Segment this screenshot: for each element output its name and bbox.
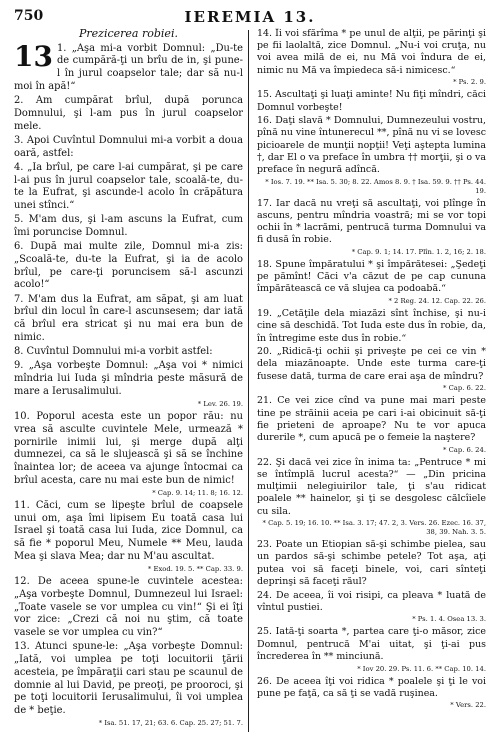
verse: 3. Apoi Cuvîntul Domnului mi-a vorbit a doua oară, astfel: bbox=[14, 134, 243, 159]
cross-reference: * Vers. 22. bbox=[450, 701, 486, 710]
verse: 12. De aceea spune-le cuvintele acestea: „Aşa vorbeşte Domnul, Dumnezeul lui Israel: „Toate vasele se vor umplea cu vin!“ Şi ei îţi vor zice: „Crezi că noi nu ştim, că toate vasele se vor umplea cu vin?“ bbox=[14, 576, 243, 639]
cross-reference: * 2 Reg. 24. 12. Cap. 22. 26. bbox=[388, 297, 486, 306]
section-title: Prezicerea robiei. bbox=[79, 28, 178, 40]
verse: 23. Poate un Etiopian să-şi schimbe pielea, sau un pardos să-şi schimbe petele? Tot aşa, aţi putea voi să faceţi binele, voi, cari sînteţi deprinşi să faceţi răul? bbox=[257, 539, 486, 587]
verse: 6. După mai multe zile, Domnul mi-a zis: „Scoală-te, du-te la Eufrat, şi ia de acolo brîul, pe care-ţi poruncisem să-l ascunzi acolo!“ bbox=[14, 241, 243, 291]
verse: 13. Atunci spune-le: „Aşa vorbeşte Domnul: „Iată, voi umplea pe toţi locuitorii ţării acesteia, pe împăraţii cari stau pe scaunul de domnie al lui David, pe preoţi, pe prooroci, şi pe toţi locuitorii Ierusalimului, îi voi umplea de * beţie. bbox=[14, 641, 243, 716]
verse: 10. Poporul acesta este un popor rău: nu vrea să asculte cuvintele Mele, urmează * pornirile inimii lui, şi merge după alţi dumnezei, ca să le slujească şi să se închine înaintea lor; de aceea va ajunge întocmai ca brîul acesta, care nu mai este bun de nimic! bbox=[14, 411, 243, 486]
verse: 17. Iar dacă nu vreţi să ascultaţi, voi plînge în ascuns, pentru mîndria voastră; mi se vor topi ochii în * lacrămi, pentrucă turma Domnului va fi dusă în robie. bbox=[257, 197, 486, 246]
verse: 4. „Ia brîul, pe care l-ai cumpărat, şi pe care l-ai pus în jurul coapselor tale, scoală-te, du-te la Eufrat, şi ascunde-l acolo în crăpătura unei stînci.“ bbox=[14, 161, 243, 212]
cross-reference: * Ps. 1. 4. Osea 13. 3. bbox=[412, 615, 486, 624]
cross-reference: * Cap. 9. 1; 14. 17. Plîn. 1. 2, 16; 2. 18. bbox=[351, 248, 486, 257]
verse: 25. Iată-ţi soarta *, partea care ţi-o măsor, zice Domnul, pentrucă M'ai uitat, şi ţi-ai pus încrederea în ** minciună. bbox=[257, 626, 486, 662]
verse: 16. Daţi slavă * Domnului, Dumnezeului vostru, pînă nu vine întunerecul **, pînă nu vi se lovesc picioarele de munţii nopţii! Veţi aştepta lumina †, dar El o va preface în umbra †† morţii, şi o va preface în negură adîncă. bbox=[257, 115, 486, 176]
verse: 8. Cuvîntul Domnului mi-a vorbit astfel: bbox=[14, 346, 213, 358]
page-header bbox=[14, 8, 486, 28]
cross-reference: * Exod. 19. 5. ** Cap. 33. 9. bbox=[147, 565, 243, 574]
cross-reference: * Cap. 5. 19; 16. 10. ** Isa. 3. 17; 47. 2, 3. Vers. 26. Ezec. 16. 37, 38, 39. Nah. 3. 5. bbox=[262, 519, 486, 537]
verse: 5. M'am dus, şi l-am ascuns la Eufrat, cum îmi poruncise Domnul. bbox=[14, 214, 243, 239]
verse: 21. Ce vei zice cînd va pune mai mari peste tine pe străinii aceia pe cari i-ai obicinuit să-ţi fie prieteni de aproape? Nu te vor apuca durerile *, cum apucă pe o femeie la naştere? bbox=[257, 395, 486, 443]
chapter-number: 13 bbox=[14, 39, 53, 73]
book-chapter-title: IEREMIA 13. bbox=[184, 8, 316, 26]
verse: 22. Şi dacă vei zice în inima ta: „Pentruce * mi se întîmplă lucrul acesta?“ — „Din pricina mulţimii nelegiuirilor tale, ţi s'au ridicat poalele ** hainelor, şi ţi se desgolesc călcîiele cu sila. bbox=[257, 456, 486, 517]
page-number: 750 bbox=[14, 8, 44, 24]
cross-reference: * Ps. 2. 9. bbox=[453, 78, 486, 87]
cross-reference: * Cap. 9. 14; 11. 8; 16. 12. bbox=[152, 488, 243, 497]
cross-reference: * Lev. 26. 19. bbox=[197, 400, 243, 409]
verse: 2. Am cumpărat brîul, după porunca Domnului, şi l-am pus în jurul coapselor mele. bbox=[14, 95, 243, 132]
cross-reference: * Cap. 6. 22. bbox=[443, 384, 486, 393]
left-column bbox=[14, 28, 243, 734]
cross-reference: * Cap. 6. 24. bbox=[443, 445, 486, 454]
verse-1 bbox=[14, 39, 243, 94]
verse: 18. Spune împăratului * şi împărătesei: „Şedeţi pe pămînt! Căci v'a căzut de pe cap cununa împărătească ce vă slujea ca podoabă.“ bbox=[257, 259, 486, 295]
verse: 20. „Ridică-ţi ochii şi priveşte pe cei ce vin * dela miazănoapte. Unde este turma care-ţi fusese dată, turma de care erai aşa de mîndru? bbox=[257, 346, 486, 382]
verse: 19. „Cetăţile dela miazăzi sînt închise, şi nu-i cine să deschidă. Tot Iuda este dus în robie, da, în întregime este dus în robie.“ bbox=[257, 308, 486, 344]
column-divider bbox=[248, 30, 249, 732]
left-verses bbox=[14, 39, 243, 728]
verse-text: 1. „Aşa mi-a vorbit Domnul: „Du-te de cumpără-ţi un brîu de in, şi pune-l în jurul coapselor tale; dar să nu-l moi în apă!“ bbox=[14, 42, 243, 92]
right-column bbox=[257, 28, 486, 734]
verse: 15. Ascultaţi şi luaţi aminte! Nu fiţi mîndri, căci Domnul vorbeşte! bbox=[257, 89, 486, 113]
verse: 26. De aceea îţi voi ridica * poalele şi ţi le voi pune pe faţă, ca să ţi se vadă ruşinea. bbox=[257, 675, 486, 699]
cross-reference: * Iov 20. 29. Ps. 11. 6. ** Cap. 10. 14. bbox=[357, 664, 486, 673]
verse: 14. Îi voi sfărîma * pe unul de alţii, pe părinţi şi pe fii laolaltă, zice Domnul. „Nu-i voi cruţa, nu voi avea milă de ei, nu Mă voi îndura de ei, nimic nu Mă va împiedeca să-i nimicesc.“ bbox=[257, 28, 486, 76]
cross-reference: * Ios. 7. 19. ** Isa. 5. 30; 8. 22. Amos 8. 9. † Isa. 59. 9. †† Ps. 44. 19. bbox=[265, 177, 486, 195]
verse: 11. Căci, cum se lipeşte brîul de coapsele unui om, aşa îmi lipisem Eu toată casa lui Israel şi toată casa lui Iuda, zice Domnul, ca să fie * poporul Meu, Numele ** Meu, lauda Mea şi slava Mea; dar nu M'au ascultat. bbox=[14, 499, 243, 562]
right-verses bbox=[257, 28, 486, 710]
cross-reference: * Isa. 51. 17, 21; 63. 6. Cap. 25. 27; 51. 7. bbox=[98, 719, 243, 728]
verse: 9. „Aşa vorbeşte Domnul: „Aşa voi * nimici mîndria lui Iuda şi mîndria peste măsură de mare a Ierusalimului. bbox=[14, 360, 243, 397]
verse: 24. De aceea, îi voi risipi, ca pleava * luată de vîntul pustiei. bbox=[257, 589, 486, 613]
verse: 7. M'am dus la Eufrat, am săpat, şi am luat brîul din locul în care-l ascunsesem; dar iată că brîul era stricat şi nu mai era bun de nimic. bbox=[14, 293, 243, 343]
